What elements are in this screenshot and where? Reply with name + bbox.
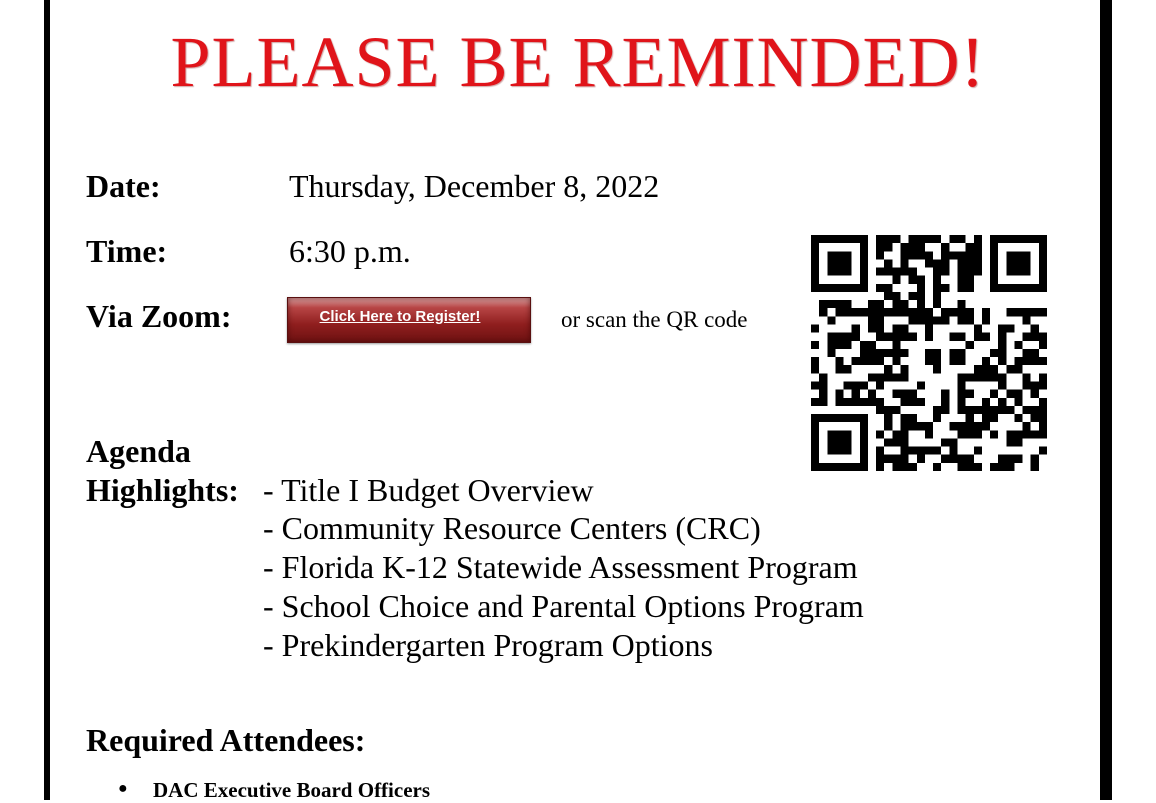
agenda-item: - Title I Budget Overview <box>263 472 594 508</box>
page-title: PLEASE BE REMINDED! <box>170 22 986 102</box>
required-attendees-heading: Required Attendees: <box>86 722 366 758</box>
qr-code-icon[interactable] <box>811 235 1047 471</box>
bullet-icon: ● <box>118 780 128 797</box>
highlights-label: Highlights: <box>86 472 239 508</box>
qr-instruction: or scan the QR code <box>561 307 748 332</box>
time-label: Time: <box>86 233 168 269</box>
page-border-left <box>44 0 50 800</box>
agenda-item: - Prekindergarten Program Options <box>263 627 713 663</box>
agenda-item: - Community Resource Centers (CRC) <box>263 510 761 546</box>
agenda-label: Agenda <box>86 433 191 469</box>
time-value: 6:30 p.m. <box>289 233 411 269</box>
register-button-label[interactable]: Click Here to Register! <box>319 308 481 325</box>
zoom-label: Via Zoom: <box>86 298 232 334</box>
agenda-item: - Florida K-12 Statewide Assessment Program <box>263 549 858 585</box>
register-button[interactable] <box>287 297 531 343</box>
date-label: Date: <box>86 168 161 204</box>
date-value: Thursday, December 8, 2022 <box>289 168 660 204</box>
page-border-right <box>1100 0 1112 800</box>
required-attendee-item: DAC Executive Board Officers <box>153 778 431 802</box>
agenda-item: - School Choice and Parental Options Program <box>263 588 864 624</box>
